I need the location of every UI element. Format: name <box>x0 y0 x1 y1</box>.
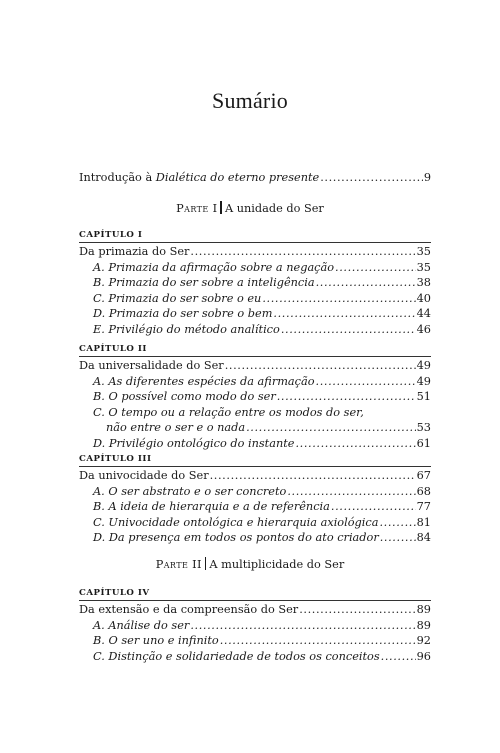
toc-subentry-first-line[interactable]: C. O tempo ou a relação entre os modos do ser, <box>93 405 364 419</box>
toc-subentry[interactable]: D. Privilégio ontológico do instante ..... 61 <box>79 436 431 452</box>
part-divider <box>220 201 222 214</box>
toc-subentry[interactable]: B. Primazia do ser sobre a inteligência ..... 38 <box>79 275 431 291</box>
part-label: Parte I <box>176 202 218 215</box>
chapter-title-entry[interactable]: Da univocidade do Ser ..... 67 <box>79 468 431 484</box>
toc-subentry[interactable]: A. As diferentes espécies da afirmação ..... 49 <box>79 374 431 390</box>
part-heading-2 <box>0 557 500 572</box>
chapter-4 <box>79 587 431 664</box>
part-title: A unidade do Ser <box>224 202 324 215</box>
toc-subentry[interactable]: B. O possível como modo do ser ..... 51 <box>79 389 431 405</box>
toc-subentry[interactable]: A. O ser abstrato e o ser concreto ..... 68 <box>79 484 431 500</box>
toc-subentry-continuation[interactable]: não entre o ser e o nada ..... 53 <box>79 420 431 436</box>
chapter-2 <box>79 343 431 452</box>
toc-subentry[interactable]: E. Privilégio do método analítico ..... 46 <box>79 322 431 338</box>
toc-subentry[interactable]: D. Da presença em todos os pontos do ato criador ..... 84 <box>79 530 431 546</box>
chapter-label: CAPÍTULO III <box>79 453 431 467</box>
dot-leader <box>299 602 415 618</box>
toc-intro-entry[interactable] <box>79 170 431 186</box>
chapter-1 <box>79 229 431 338</box>
toc-subentry[interactable]: C. Distinção e solidariedade de todos os conceitos ..... 96 <box>79 649 431 665</box>
chapter-title-entry[interactable]: Da extensão e da compreensão do Ser ..... 89 <box>79 602 431 618</box>
chapter-label: CAPÍTULO II <box>79 343 431 357</box>
dot-leader <box>320 170 423 186</box>
toc-subentry[interactable]: A. Análise do ser ..... 89 <box>79 618 431 634</box>
dot-leader <box>225 358 416 374</box>
dot-leader <box>210 468 416 484</box>
toc-subentry[interactable]: B. O ser uno e infinito ..... 92 <box>79 633 431 649</box>
intro-prefix: Introdução à <box>79 171 156 184</box>
part-label: Parte II <box>155 558 202 571</box>
page-title: Sumário <box>212 88 288 113</box>
page-number: 9 <box>423 171 431 184</box>
part-heading-1 <box>0 201 500 216</box>
part-title: A multiplicidade do Ser <box>209 558 345 571</box>
chapter-title-entry[interactable]: Da universalidade do Ser ..... 49 <box>79 358 431 374</box>
part-divider <box>205 557 207 570</box>
toc-subentry[interactable]: C. Primazia do ser sobre o eu ..... 40 <box>79 291 431 307</box>
toc-subentry[interactable]: B. A ideia de hierarquia e a de referência ..... 77 <box>79 499 431 515</box>
chapter-label: CAPÍTULO I <box>79 229 431 243</box>
chapter-label: CAPÍTULO IV <box>79 587 431 601</box>
toc-subentry[interactable]: D. Primazia do ser sobre o bem ..... 44 <box>79 306 431 322</box>
toc-subentry[interactable]: C. Univocidade ontológica e hierarquia axiológica ..... 81 <box>79 515 431 531</box>
intro-title: Dialética do eterno presente <box>155 171 320 184</box>
dot-leader <box>190 244 415 260</box>
chapter-title-entry[interactable]: Da primazia do Ser ..... 35 <box>79 244 431 260</box>
chapter-3 <box>79 453 431 546</box>
toc-subentry[interactable]: A. Primazia da afirmação sobre a negação ..... 35 <box>79 260 431 276</box>
